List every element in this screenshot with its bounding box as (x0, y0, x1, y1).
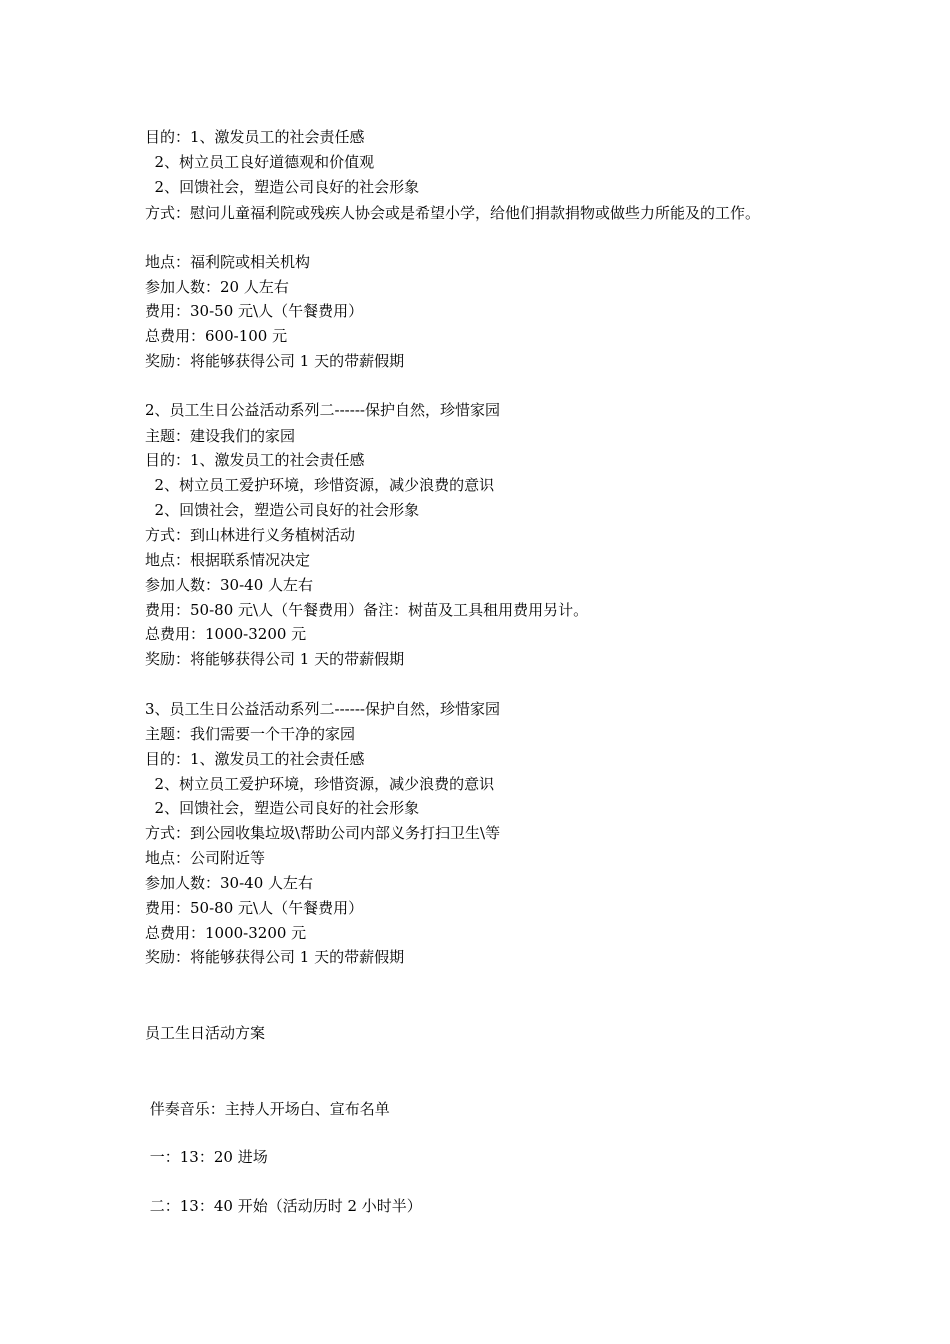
text-line: 地点：公司附近等 (145, 849, 266, 867)
text-line: 总费用：1000-3200 元 (145, 924, 307, 942)
text-line: 方式：到公园收集垃圾\帮助公司内部义务打扫卫生\等 (145, 824, 501, 842)
text-line: 目的：1、激发员工的社会责任感 (145, 128, 365, 146)
text-line: 方式：到山林进行义务植树活动 (145, 526, 356, 544)
text-line: 地点：福利院或相关机构 (145, 253, 311, 271)
text-line: 2、树立员工爱护环境，珍惜资源，减少浪费的意识 (145, 775, 495, 793)
text-line: 奖励：将能够获得公司 1 天的带薪假期 (145, 352, 405, 370)
text-line: 一：13：20 进场 (145, 1148, 268, 1166)
text-line: 主题：我们需要一个干净的家园 (145, 725, 356, 743)
text-line: 目的：1、激发员工的社会责任感 (145, 451, 365, 469)
text-line: 2、回馈社会，塑造公司良好的社会形象 (145, 178, 420, 196)
section-heading: 3、员工生日公益活动系列二------保护自然，珍惜家园 (145, 700, 500, 718)
text-line: 主题：建设我们的家园 (145, 427, 296, 445)
text-line: 奖励：将能够获得公司 1 天的带薪假期 (145, 650, 405, 668)
text-line: 总费用：600-100 元 (145, 327, 288, 345)
text-line: 二：13：40 开始（活动历时 2 小时半） (145, 1197, 422, 1215)
text-line: 目的：1、激发员工的社会责任感 (145, 750, 365, 768)
text-line: 奖励：将能够获得公司 1 天的带薪假期 (145, 948, 405, 966)
text-line: 2、树立员工良好道德观和价值观 (145, 153, 375, 171)
text-line: 2、回馈社会，塑造公司良好的社会形象 (145, 799, 420, 817)
text-line: 方式：慰问儿童福利院或残疾人协会或是希望小学，给他们捐款捐物或做些力所能及的工作。 (145, 204, 761, 222)
text-line: 总费用：1000-3200 元 (145, 625, 307, 643)
text-line: 参加人数：30-40 人左右 (145, 576, 314, 594)
section-heading: 2、员工生日公益活动系列二------保护自然，珍惜家园 (145, 401, 500, 419)
text-line: 地点：根据联系情况决定 (145, 551, 311, 569)
document-title: 员工生日活动方案 (145, 1024, 266, 1042)
text-line: 费用：30-50 元\人（午餐费用） (145, 302, 364, 320)
text-line: 2、回馈社会，塑造公司良好的社会形象 (145, 501, 420, 519)
text-line: 费用：50-80 元\人（午餐费用）备注：树苗及工具租用费用另计。 (145, 601, 589, 619)
text-line: 参加人数：20 人左右 (145, 278, 289, 296)
text-line: 2、树立员工爱护环境，珍惜资源，减少浪费的意识 (145, 476, 495, 494)
text-line: 参加人数：30-40 人左右 (145, 874, 314, 892)
text-line: 伴奏音乐：主持人开场白、宣布名单 (145, 1100, 390, 1118)
text-line: 费用：50-80 元\人（午餐费用） (145, 899, 364, 917)
